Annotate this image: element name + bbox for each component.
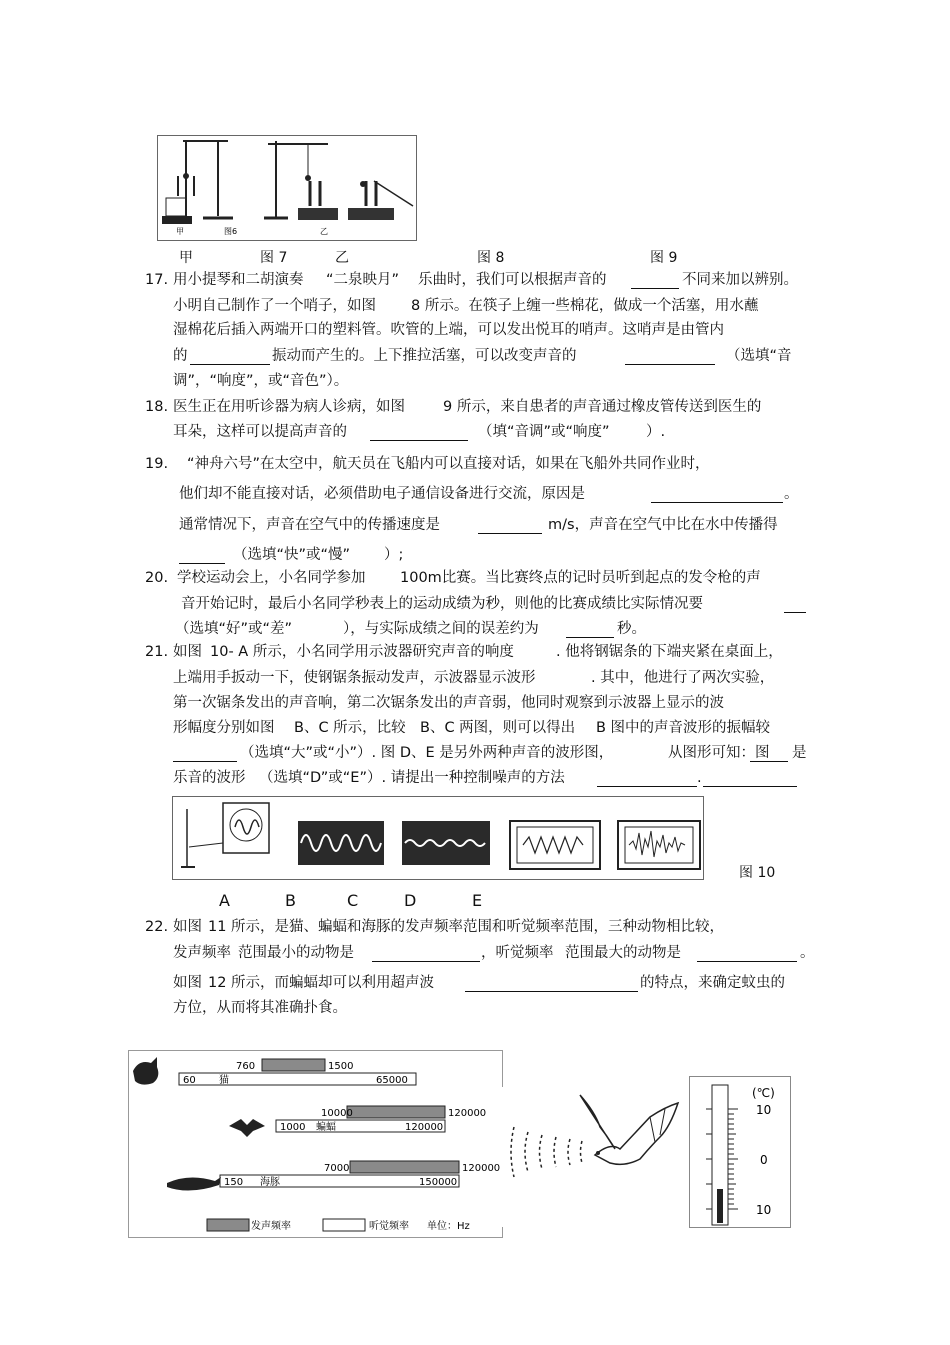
question-number: 19. [145,456,169,472]
q19-text: 他们却不能直接对话，必须借助电子通信设备进行交流，原因是 [179,486,585,502]
label-a: A [219,891,230,910]
label-c: C [347,891,359,910]
thermometer-tick-minus-10: 10 [756,1203,772,1217]
q17-text: 的 [173,348,188,364]
emit-bar-蝙蝠 [347,1106,445,1118]
answer-blank[interactable] [478,519,542,534]
caption-fig10: 图 10 [739,865,776,881]
waveform-c [402,821,490,865]
answer-blank[interactable] [625,350,715,365]
q17-text: 用小提琴和二胡演奏 [173,272,304,288]
legend-emit-swatch [207,1219,249,1231]
thermometer-unit: (℃) [752,1086,775,1100]
question-number: 22. [145,919,169,935]
cat-icon [133,1057,158,1085]
caption-yi: 乙 [335,250,349,266]
thermometer-figure [689,1076,791,1228]
emit-low-label: 10000 [321,1108,353,1119]
waveform-b [298,821,384,865]
q21-text: . 其中，他进行了两次实验， [591,670,775,686]
emit-bar-海豚 [350,1161,459,1173]
q21-text: B、C 所示，比较 [294,720,406,736]
figure-12-bat [500,1087,683,1227]
animal-name-label: 蝙蝠 [316,1122,336,1133]
answer-blank[interactable] [631,274,679,289]
waveform-e [618,821,700,869]
bat-icon [580,1095,678,1164]
legend-hear-swatch [323,1219,365,1231]
hear-low-label: 1000 [280,1122,306,1133]
q18-text: （填“音调”或“响度” [478,424,610,440]
hear-low-label: 60 [183,1075,196,1086]
emit-bar-猫 [262,1059,325,1071]
answer-blank[interactable] [697,947,797,962]
q21-text: 第一次锯条发出的声音响，第二次锯条发出的声音弱，他同时观察到示波器上显示的波 [173,695,724,711]
figure-10 [172,796,704,880]
legend-emit-label: 发声频率 [251,1221,291,1232]
q21-text: B、C 两图，则可以得出 [420,720,576,736]
q18-text: 医生正在用听诊器为病人诊病，如图 [173,399,405,415]
q20-text: 音开始记时，最后小名同学秒表上的运动成绩为秒，则他的比赛成绩比实际情况要 [181,596,703,612]
q22-text: 的特点，来确定蚊虫的 [640,975,785,991]
waveform-d [510,821,600,869]
answer-blank[interactable] [784,598,806,613]
q17-text: 调”，“响度”，或“音色”）。 [173,373,349,389]
unit-label: 单位：Hz [427,1221,470,1232]
fig-label-yi-small: 乙 [320,227,328,236]
q19-text: （选填“快”或“慢” [233,547,351,563]
q20-text: 秒。 [617,621,646,637]
q22-text: 如图 [173,919,202,935]
q17-text: 小明自己制作了一个哨子，如图 [173,298,376,314]
q19-text: 通常情况下，声音在空气中的传播速度是 [179,517,440,533]
q18-text: ）. [646,424,666,440]
answer-blank[interactable] [465,977,638,992]
hear-low-label: 150 [224,1177,244,1188]
q21-text: . 他将钢锯条的下端夹紧在桌面上， [556,644,783,660]
fig-label-fig6-small: 图6 [224,227,238,236]
fig-label-jia-small: 甲 [176,227,184,236]
q19-text: ）; [384,547,404,563]
q21-text: 上端用手扳动一下，使钢锯条振动发声，示波器显示波形 [173,670,536,686]
q21-text: 乐音的波形 [173,770,246,786]
q17-text: 湿棉花后插入两端开口的塑料管。吹管的上端，可以发出悦耳的哨声。这哨声是由管内 [173,322,724,338]
q19-text: “神舟六号”在太空中，航天员在飞船内可以直接对话，如果在飞船外共同作业时， [187,456,710,472]
answer-blank[interactable] [597,772,697,787]
q22-text: 。 [800,945,815,961]
emit-low-label: 7000 [324,1163,350,1174]
answer-blank[interactable] [370,426,468,441]
dolphin-icon [167,1177,221,1191]
q22-text: 12 所示，而蝙蝠却可以利用超声波 [208,975,435,991]
q22-text: 方位，从而将其准确扑食。 [173,1000,347,1016]
tuning-fork-apparatus-image [158,136,416,240]
bat-echolocation-image [500,1087,683,1227]
figure-7-8-9 [157,135,417,241]
answer-blank[interactable] [173,747,237,762]
thermometer-tick-10: 10 [756,1103,772,1117]
answer-blank[interactable] [372,947,480,962]
animal-name-label: 猫 [219,1075,229,1086]
q21-text: 10- A 所示，小名同学用示波器研究声音的响度 [210,644,514,660]
q22-text: 11 所示，是猫、蝙蝠和海豚的发声频率范围和听觉频率范围，三种动物相比较， [208,919,725,935]
q21-text: 如图 [173,644,202,660]
emit-low-label: 760 [236,1061,256,1072]
q21-text: 是 [792,745,807,761]
q17-text: 8 所示。在筷子上缠一些棉花，做成一个活塞，用水蘸 [411,298,759,314]
q22-text: 发声频率 [173,945,231,961]
q17-text: （选填“音 [726,348,792,364]
q17-text: 乐曲时，我们可以根据声音的 [418,272,607,288]
answer-blank[interactable] [651,488,783,503]
q19-text: m/s，声音在空气中比在水中传播得 [548,517,778,533]
answer-blank[interactable] [750,747,788,762]
answer-blank[interactable] [179,549,225,564]
figure-11-frequency-chart [128,1050,503,1238]
answer-blank[interactable] [703,772,797,787]
label-d: D [404,891,417,910]
q17-text: 不同来加以辨别。 [682,272,798,288]
thermometer-image [690,1077,790,1227]
thermometer-tick-0: 0 [760,1153,768,1167]
hear-high-label: 120000 [405,1122,444,1133]
q21-text: （选填“D”或“E”）. 请提出一种控制噪声的方法 [259,770,565,786]
q21-text: . [697,770,702,786]
q20-text: 学校运动会上，小名同学参加 [177,570,366,586]
setup-a [181,803,269,867]
oscilloscope-waveforms-image [173,797,703,879]
q22-text: ，听觉频率 [481,945,554,961]
bat-icon [229,1119,265,1137]
sound-waves-icon [511,1127,582,1177]
q21-text: （选填“大”或“小”）. 图 D、E 是另外两种声音的波形图， [240,745,614,761]
q21-text: 从图形可知：图 [668,745,770,761]
frequency-range-chart [129,1051,502,1237]
q18-text: 耳朵，这样可以提高声音的 [173,424,347,440]
q20-text: ），与实际成绩之间的误差约为 [343,621,539,637]
q22-text: 范围最大的动物是 [565,945,681,961]
q22-text: 范围最小的动物是 [238,945,354,961]
q17-text: “二泉映月” [326,272,400,288]
label-e: E [472,891,483,910]
emit-high-label: 120000 [448,1108,487,1119]
hear-high-label: 150000 [419,1177,458,1188]
question-number: 17. [145,272,169,288]
question-number: 21. [145,644,169,660]
q22-text: 如图 [173,975,202,991]
emit-high-label: 1500 [328,1061,354,1072]
legend-hear-label: 听觉频率 [369,1221,409,1232]
caption-fig8: 图 8 [477,250,505,266]
label-b: B [285,891,296,910]
question-number: 18. [145,399,169,415]
q21-text: 形幅度分别如图 [173,720,275,736]
caption-jia: 甲 [179,250,193,266]
answer-blank[interactable] [566,623,614,638]
q18-text: 9 所示，来自患者的声音通过橡皮管传送到医生的 [443,399,762,415]
q17-text: 振动而产生的。上下推拉活塞，可以改变声音的 [272,348,577,364]
caption-fig9: 图 9 [650,250,678,266]
q21-text: B 图中的声音波形的振幅较 [596,720,771,736]
hear-high-label: 65000 [376,1075,408,1086]
q19-text: 。 [784,486,799,502]
answer-blank[interactable] [190,350,270,365]
animal-name-label: 海豚 [260,1177,280,1188]
q20-text: （选填“好”或“差” [175,621,293,637]
q20-text: 100m比赛。当比赛终点的记时员听到起点的发令枪的声 [400,570,761,586]
emit-high-label: 120000 [462,1163,501,1174]
caption-fig7: 图 7 [260,250,288,266]
question-number: 20. [145,570,169,586]
